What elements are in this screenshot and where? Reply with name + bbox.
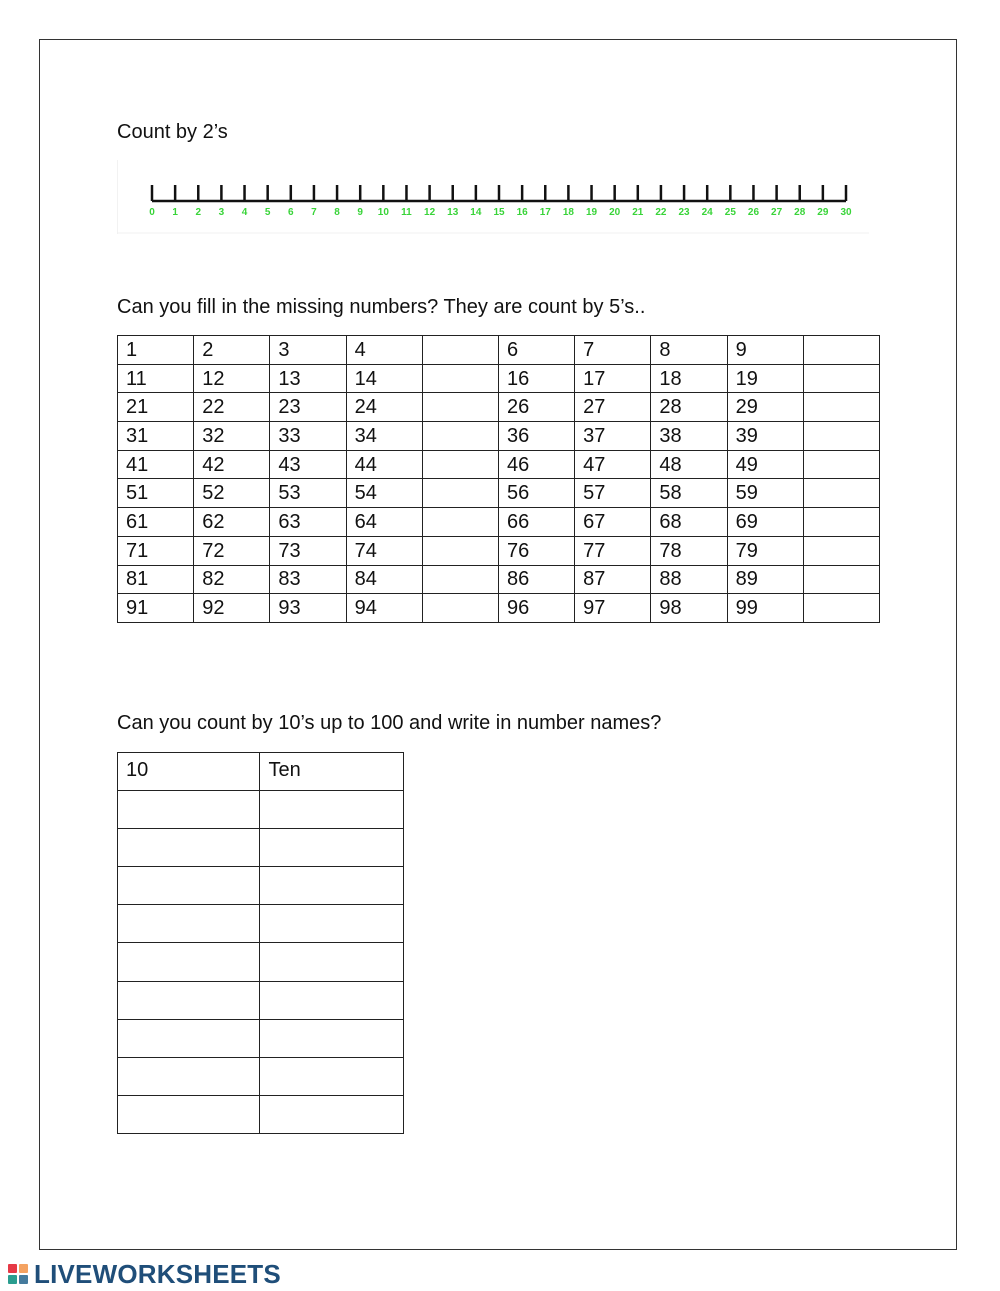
number-line-label: 10 <box>377 207 389 218</box>
number-line-label: 30 <box>840 207 852 218</box>
number-cell: 2 <box>194 336 270 365</box>
table-row <box>118 1057 404 1095</box>
number-cell: 76 <box>498 536 574 565</box>
number-cell: 33 <box>270 422 346 451</box>
number-cell: 23 <box>270 393 346 422</box>
number-cell: 72 <box>194 536 270 565</box>
count-by-10-heading: Can you count by 10’s up to 100 and write in number names? <box>117 712 662 734</box>
number-cell: 14 <box>346 364 422 393</box>
number-cell: 57 <box>575 479 651 508</box>
number-cell: 86 <box>498 565 574 594</box>
number-cell: 27 <box>575 393 651 422</box>
number-cell: 87 <box>575 565 651 594</box>
number-line-label: 13 <box>447 207 459 218</box>
name-answer-cell[interactable] <box>260 1095 404 1133</box>
table-row <box>118 981 404 1019</box>
table-row <box>118 508 880 537</box>
blank-answer-cell[interactable] <box>422 393 498 422</box>
blank-answer-cell[interactable] <box>803 336 879 365</box>
number-cell: 8 <box>651 336 727 365</box>
brand-name: LIVEWORKSHEETS <box>34 1258 281 1289</box>
number-line-label: 3 <box>218 207 225 218</box>
blank-answer-cell[interactable] <box>803 565 879 594</box>
number-cell: 16 <box>498 364 574 393</box>
blank-answer-cell[interactable] <box>803 450 879 479</box>
blank-answer-cell[interactable] <box>422 336 498 365</box>
number-cell: 34 <box>346 422 422 451</box>
number-cell: 4 <box>346 336 422 365</box>
blank-answer-cell[interactable] <box>422 508 498 537</box>
table-row <box>118 336 880 365</box>
number-cell: 81 <box>118 565 194 594</box>
number-cell: 17 <box>575 364 651 393</box>
number-cell: 21 <box>118 393 194 422</box>
blank-answer-cell[interactable] <box>803 422 879 451</box>
number-line-label: 26 <box>747 207 760 218</box>
number-cell: 96 <box>498 594 574 623</box>
table-row <box>118 943 404 981</box>
blank-answer-cell[interactable] <box>422 536 498 565</box>
number-cell: 36 <box>498 422 574 451</box>
number-cell: 11 <box>118 364 194 393</box>
number-cell: 46 <box>498 450 574 479</box>
number-cell: 56 <box>498 479 574 508</box>
number-cell: 88 <box>651 565 727 594</box>
number-cell: 51 <box>118 479 194 508</box>
name-answer-cell[interactable] <box>260 1019 404 1057</box>
number-cell: 37 <box>575 422 651 451</box>
hundred-chart <box>117 335 880 623</box>
number-cell: 6 <box>498 336 574 365</box>
number-cell: 52 <box>194 479 270 508</box>
number-cell: 83 <box>270 565 346 594</box>
number-cell: 63 <box>270 508 346 537</box>
blank-answer-cell[interactable] <box>422 364 498 393</box>
number-cell: 9 <box>727 336 803 365</box>
number-line-label: 11 <box>401 207 412 218</box>
number-line-label: 19 <box>585 207 598 218</box>
number-cell: 59 <box>727 479 803 508</box>
table-row <box>118 393 880 422</box>
number-line-label: 0 <box>149 207 155 218</box>
number-line-label: 20 <box>609 207 621 218</box>
number-cell: 18 <box>651 364 727 393</box>
number-cell: 19 <box>727 364 803 393</box>
blank-answer-cell[interactable] <box>422 422 498 451</box>
number-line-label: 29 <box>817 207 829 218</box>
number-cell: 68 <box>651 508 727 537</box>
number-line-label: 18 <box>562 207 574 218</box>
number-cell: 41 <box>118 450 194 479</box>
number-answer-cell[interactable] <box>118 943 260 981</box>
number-cell: 64 <box>346 508 422 537</box>
number-line-label: 17 <box>539 207 551 218</box>
blank-answer-cell[interactable] <box>422 450 498 479</box>
number-cell: 31 <box>118 422 194 451</box>
number-line-label: 16 <box>516 207 528 218</box>
number-cell: 74 <box>346 536 422 565</box>
number-cell: 73 <box>270 536 346 565</box>
number-cell: 98 <box>651 594 727 623</box>
number-cell: 93 <box>270 594 346 623</box>
liveworksheets-logo <box>8 1259 281 1289</box>
blank-answer-cell[interactable] <box>803 594 879 623</box>
number-line-label: 23 <box>678 207 690 218</box>
table-row <box>118 479 880 508</box>
number-line-label: 8 <box>334 207 340 218</box>
blank-answer-cell[interactable] <box>422 565 498 594</box>
number-cell: 1 <box>118 336 194 365</box>
number-line-label: 6 <box>288 207 294 218</box>
number-cell: 28 <box>651 393 727 422</box>
number-cell: 29 <box>727 393 803 422</box>
number-cell: 94 <box>346 594 422 623</box>
number-line-label: 9 <box>357 207 363 218</box>
table-row <box>118 905 404 943</box>
number-cell: 77 <box>575 536 651 565</box>
number-cell: 49 <box>727 450 803 479</box>
blank-answer-cell[interactable] <box>422 594 498 623</box>
number-cell: 24 <box>346 393 422 422</box>
number-line-label: 1 <box>172 207 178 218</box>
number-cell: 82 <box>194 565 270 594</box>
number-cell: 54 <box>346 479 422 508</box>
number-cell: 48 <box>651 450 727 479</box>
number-line-label: 2 <box>195 207 202 218</box>
number-cell: 38 <box>651 422 727 451</box>
number-cell: 92 <box>194 594 270 623</box>
table-row <box>118 753 404 791</box>
blank-answer-cell[interactable] <box>803 393 879 422</box>
number-line-label: 5 <box>264 207 271 218</box>
name-answer-cell[interactable] <box>260 943 404 981</box>
number-cell: 32 <box>194 422 270 451</box>
number-cell: 7 <box>575 336 651 365</box>
number-answer-cell[interactable] <box>118 1019 260 1057</box>
number-line-label: 24 <box>701 207 713 218</box>
number-line-label: 21 <box>632 207 644 218</box>
blank-answer-cell[interactable] <box>803 364 879 393</box>
tens-number-names-table <box>117 752 404 1134</box>
number-line-label: 27 <box>771 207 783 218</box>
table-row <box>118 829 404 867</box>
blank-answer-cell[interactable] <box>803 536 879 565</box>
number-cell: 71 <box>118 536 194 565</box>
number-line-label: 28 <box>794 207 806 218</box>
number-line-label: 7 <box>311 207 317 218</box>
table-row <box>118 791 404 829</box>
table-row <box>118 1095 404 1133</box>
number-cell: 53 <box>270 479 346 508</box>
number-cell: 58 <box>651 479 727 508</box>
count-by-2-heading: Count by 2’s <box>117 121 228 143</box>
name-answer-cell[interactable] <box>260 981 404 1019</box>
name-answer-cell[interactable] <box>260 905 404 943</box>
number-cell: 97 <box>575 594 651 623</box>
number-line-label: 25 <box>724 207 736 218</box>
number-cell: 89 <box>727 565 803 594</box>
number-line-label: 22 <box>655 207 667 218</box>
table-row <box>118 1019 404 1057</box>
number-answer-cell[interactable] <box>118 867 260 905</box>
blank-answer-cell[interactable] <box>803 508 879 537</box>
number-cell: 43 <box>270 450 346 479</box>
table-row <box>118 867 404 905</box>
number-cell: 26 <box>498 393 574 422</box>
name-answer-cell[interactable] <box>260 791 404 829</box>
number-line-label: 14 <box>470 207 482 218</box>
number-cell: 67 <box>575 508 651 537</box>
number-cell: 10 <box>118 753 260 791</box>
number-answer-cell[interactable] <box>118 1095 260 1133</box>
colored-blocks-icon <box>8 1262 32 1286</box>
number-cell: 78 <box>651 536 727 565</box>
number-cell: 13 <box>270 364 346 393</box>
table-row <box>118 422 880 451</box>
number-cell: 91 <box>118 594 194 623</box>
number-cell: 47 <box>575 450 651 479</box>
blank-answer-cell[interactable] <box>803 479 879 508</box>
number-answer-cell[interactable] <box>118 981 260 1019</box>
blank-answer-cell[interactable] <box>422 479 498 508</box>
number-cell: 79 <box>727 536 803 565</box>
number-answer-cell[interactable] <box>118 829 260 867</box>
number-cell: 69 <box>727 508 803 537</box>
name-answer-cell[interactable] <box>260 867 404 905</box>
number-answer-cell[interactable] <box>118 905 260 943</box>
number-name-cell: Ten <box>260 753 404 791</box>
number-line-label: 4 <box>241 207 248 218</box>
number-cell: 39 <box>727 422 803 451</box>
table-row <box>118 565 880 594</box>
number-answer-cell[interactable] <box>118 791 260 829</box>
number-cell: 99 <box>727 594 803 623</box>
number-line-label: 12 <box>424 207 436 218</box>
number-cell: 42 <box>194 450 270 479</box>
number-cell: 22 <box>194 393 270 422</box>
number-cell: 3 <box>270 336 346 365</box>
table-row <box>118 594 880 623</box>
number-line <box>117 160 869 234</box>
number-cell: 44 <box>346 450 422 479</box>
number-cell: 12 <box>194 364 270 393</box>
table-row <box>118 450 880 479</box>
table-row <box>118 536 880 565</box>
number-line-label: 15 <box>493 207 505 218</box>
count-by-5-heading: Can you fill in the missing numbers? They are count by 5’s.. <box>117 296 646 318</box>
table-row <box>118 364 880 393</box>
name-answer-cell[interactable] <box>260 1057 404 1095</box>
number-cell: 66 <box>498 508 574 537</box>
number-cell: 61 <box>118 508 194 537</box>
number-cell: 62 <box>194 508 270 537</box>
number-cell: 84 <box>346 565 422 594</box>
name-answer-cell[interactable] <box>260 829 404 867</box>
number-answer-cell[interactable] <box>118 1057 260 1095</box>
